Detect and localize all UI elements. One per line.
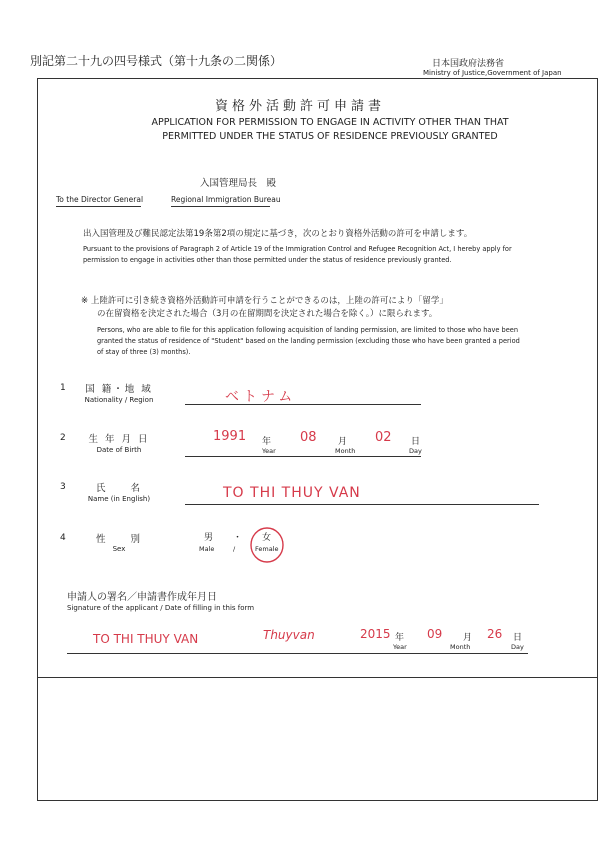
sign-day-jp: 日: [513, 633, 523, 643]
signature-label-jp: 申請人の署名／申請書作成年月日: [67, 592, 217, 603]
ministry-name-jp: 日本国政府法務省: [432, 59, 505, 69]
addressee-jp: 入国管理局長 殿: [200, 178, 277, 189]
sex-female-jp[interactable]: 女: [262, 533, 272, 543]
sex-slash: /: [233, 545, 236, 553]
name-label-en: Name (in English): [87, 495, 151, 503]
addressee-underline-2: [171, 206, 270, 207]
signature-name-value[interactable]: TO THI THUY VAN: [93, 632, 199, 646]
dob-label-jp: 生 年 月 日: [88, 434, 150, 445]
nationality-value[interactable]: ベトナム: [225, 389, 297, 405]
form-title-en-line2: PERMITTED UNDER THE STATUS OF RESIDENCE PREVIOUSLY GRANTED: [162, 131, 498, 142]
form-number-label: 別記第二十九の四号様式（第十九条の二関係）: [30, 54, 283, 68]
dob-day-jp: 日: [411, 437, 421, 447]
dob-day-en: Day: [409, 447, 422, 455]
sex-female-en: Female: [255, 545, 279, 553]
nationality-label-en: Nationality / Region: [84, 396, 154, 404]
field-number-2: 2: [60, 433, 66, 443]
intro-en: Pursuant to the provisions of Paragraph 2 of Article 19 of the Immigration Control and Refugee Recognition Act, I hereby apply for permission to engage in activities other than those permitted under the status of residence previously granted.: [83, 245, 512, 264]
sign-month-en: Month: [450, 643, 471, 651]
dob-label-en: Date of Birth: [96, 446, 142, 454]
field-number-3: 3: [60, 482, 66, 492]
signature-handwritten[interactable]: Thuyvan: [263, 628, 315, 642]
field-number-1: 1: [60, 383, 66, 393]
sign-month-jp: 月: [463, 633, 473, 643]
sign-month-value[interactable]: 09: [427, 627, 443, 641]
sign-day-en: Day: [511, 643, 524, 651]
name-underline: [185, 504, 539, 505]
name-label-jp: 氏 名: [95, 483, 142, 494]
sign-day-value[interactable]: 26: [487, 627, 503, 641]
sex-male-en: Male: [199, 545, 215, 553]
nationality-underline: [185, 404, 421, 405]
sex-label-jp: 性 別: [95, 534, 142, 545]
intro-jp: 出入国管理及び難民認定法第19条第2項の規定に基づき，次のとおり資格外活動の許可を申請します。: [83, 229, 473, 239]
field-number-4: 4: [60, 533, 66, 543]
sex-male-jp[interactable]: 男: [204, 533, 214, 543]
sign-year-en: Year: [393, 643, 407, 651]
ministry-name-en: Ministry of Justice,Government of Japan: [423, 69, 562, 77]
note-jp-line2: の在留資格を決定された場合（3月の在留期間を決定された場合を除く。）に限られます。: [97, 309, 438, 319]
sign-year-jp: 年: [395, 633, 405, 643]
signature-label-en: Signature of the applicant / Date of filling in this form: [67, 604, 255, 612]
dob-year-value[interactable]: 1991: [213, 429, 247, 444]
female-selection-circle: [247, 524, 287, 564]
addressee-to-director: To the Director General: [56, 195, 144, 204]
signature-underline: [67, 653, 528, 654]
note-en: Persons, who are able to file for this application following acquisition of landing permission, are limited to those who have been granted the status of residence of "Student" based on the landing permission (excluding those who have been granted a period of stay of three (3) months).: [97, 326, 520, 356]
dob-underline: [185, 456, 421, 457]
dob-month-jp: 月: [338, 437, 348, 447]
form-title-en-line1: APPLICATION FOR PERMISSION TO ENGAGE IN ACTIVITY OTHER THAN THAT: [151, 117, 509, 128]
frame-divider: [38, 677, 597, 678]
addressee-underline-1: [56, 206, 141, 207]
dob-day-value[interactable]: 02: [375, 430, 392, 445]
nationality-label-jp: 国 籍・地 域: [85, 384, 153, 395]
dob-year-jp: 年: [262, 437, 272, 447]
dob-month-en: Month: [335, 447, 356, 455]
name-value[interactable]: TO THI THUY VAN: [223, 485, 361, 501]
sign-year-value[interactable]: 2015: [360, 627, 391, 641]
dob-year-en: Year: [262, 447, 276, 455]
addressee-bureau: Regional Immigration Bureau: [171, 195, 281, 204]
sex-label-en: Sex: [112, 545, 126, 553]
dob-month-value[interactable]: 08: [300, 430, 317, 445]
sex-dot: ・: [233, 533, 243, 543]
note-jp-line1: ※ 上陸許可に引き続き資格外活動許可申請を行うことができるのは，上陸の許可により「留学」: [81, 296, 448, 306]
form-title-jp: 資格外活動許可申請書: [214, 99, 385, 114]
